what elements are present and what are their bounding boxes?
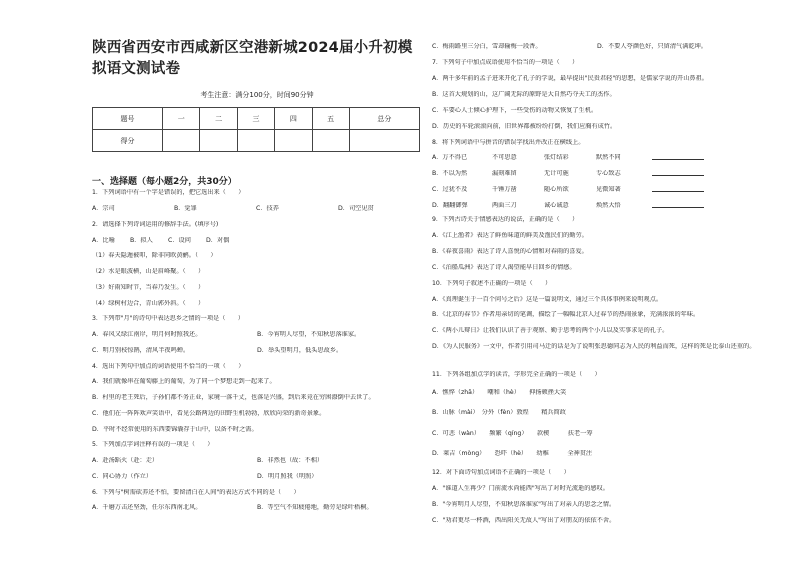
score-cell[interactable] [275, 130, 312, 152]
q5-options-1 [92, 457, 422, 464]
option[interactable]: A．春风又绿江南岸，明月何时照我还。 [92, 331, 202, 338]
option[interactable]: C．同心协力（作立） [92, 473, 153, 480]
word: 焕然大悟 [596, 202, 621, 209]
word: 专心致志 [596, 170, 621, 177]
word: 漏刻难留 [492, 170, 517, 177]
score-cell[interactable] [237, 130, 274, 152]
word: D．翻翻御弹 [432, 202, 468, 209]
option[interactable]: C．《泊船瓜洲》表达了诗人渴望能早日回乡的情感。 [432, 264, 576, 271]
option[interactable]: B．今宵明人尽望，不知秋思落谁家。 [257, 331, 361, 338]
option[interactable]: D．举头望明月，低头思故乡。 [257, 347, 343, 354]
question-6: 6．下列与"树需砍养还不怕，要留清白在人间"的表达方式不同的是（ ） [92, 489, 300, 496]
q3-options-2 [92, 347, 422, 354]
answer-blank[interactable] [652, 186, 704, 192]
option[interactable]: D．不要人夸颜色好，只留清气满乾坤。 [597, 43, 707, 50]
option[interactable]: C．明月别枝惊鹊，清风半夜鸣蝉。 [92, 347, 190, 354]
question-2: 2．请选择下列诗词运用的修辞手法。(填序号) [92, 221, 219, 228]
word: C．过犹不及 [432, 186, 468, 193]
q2-item: （1）春天隐遁被叩，除非同欧黄鹂。（ ） [92, 252, 217, 259]
option[interactable]: B．《北京的春节》作者用亲切的笔调，描绘了一幅幅北京人过春节的热闹景象，充满浓浓的年味。 [432, 311, 700, 318]
word: 千锤万凿 [492, 186, 517, 193]
option[interactable]: A．《江上渔者》表达了鲜鱼味道的鲜美及渔民们的勤劳。 [432, 232, 588, 239]
q3-options-1 [92, 331, 422, 338]
question-5: 5．下列加点字词注释有误的一项是（ ） [92, 441, 214, 448]
option[interactable]: C．梅雨路里三分白，雪却输梅一段香。 [432, 43, 542, 50]
question-9: 9．下列古诗关于情感表达的说法，正确的是（ ） [432, 216, 579, 223]
word: B．不以为然 [432, 170, 468, 177]
q8-row [432, 154, 772, 161]
option[interactable]: B．非然也（故：不相） [257, 457, 324, 464]
q5-options-2 [92, 473, 422, 480]
option[interactable]: C．可悲（wàn） 频繁（qíng） 款楔 扶老一筹 [432, 430, 593, 437]
question-7: 7．下列句子中加点成语使用不恰当的一项是（ ） [432, 59, 579, 66]
word: 无计可施 [544, 170, 569, 177]
option[interactable]: D．《为人民服务》一文中，作者引用司马迁的话是为了说明张思德同志为人民的利益而死，这样的死是比泰山还重的。 [432, 343, 756, 350]
option[interactable]: A．两千多年前的孟子进来开化了孔子的学说，最早提出"民贵君轻"的思想，是儒家学说的开山鼻祖。 [432, 75, 708, 82]
question-12: 12．对下面诗句加点词语不正确的一项是（ ） [432, 469, 570, 476]
q8-row [432, 202, 772, 209]
word: 默然不同 [596, 154, 621, 161]
score-header-cell: 二 [200, 108, 237, 130]
question-3: 3．下列带"月"的诗句中表达思乡之情的一项是（ ） [92, 315, 244, 322]
word: 张灯结彩 [544, 154, 569, 161]
answer-blank[interactable] [652, 170, 704, 176]
score-header-row [93, 108, 420, 130]
option[interactable]: D．历史的车轮滚滚向前，旧世界都被纷纷打倒，我们应胸有成竹。 [432, 123, 617, 130]
option[interactable]: A．千磨万击还坚劲，任尔东西南北风。 [92, 504, 202, 511]
option[interactable]: D．莱吉（mòng） 恐吓（hè） 幼稚 全神贯注 [432, 450, 593, 457]
exam-note: 考生注意：满分100分，时间90分钟 [200, 91, 314, 99]
score-cell[interactable] [312, 130, 349, 152]
score-row [93, 130, 420, 152]
question-1: 1．下列词语中有一个字是错误的，把它选出来（ ） [92, 189, 245, 196]
q2-item: （2）水是眼波横，山是眉峰聚。（ ） [92, 268, 205, 275]
question-10: 10．下列句子叙述不正确的一项是（ ） [432, 280, 552, 287]
score-header-cell: 总分 [349, 108, 419, 130]
page-title: 陕西省西安市西咸新区空港新城2024届小升初模拟语文测试卷 [92, 40, 413, 77]
option[interactable]: B．拟人 [130, 237, 153, 244]
option[interactable]: A．比喻 [92, 237, 115, 244]
q2-options [92, 237, 332, 244]
score-header-cell: 题号 [93, 108, 163, 130]
answer-blank[interactable] [652, 154, 704, 160]
option[interactable]: B．觉罪 [174, 205, 197, 212]
word: 诚心诚意 [544, 202, 569, 209]
section-heading: 一、选择题（每小题2分，共30分） [92, 177, 237, 187]
q8-row [432, 170, 772, 177]
option[interactable]: A．"谁道人生再少？门前流水尚能西"写出了对时光流逝的感叹。 [432, 485, 609, 492]
question-4: 4．选出下列句中加点的词语使用不恰当的一项（ ） [92, 363, 245, 370]
option[interactable]: C．"劝君更尽一杯酒，西出阳关无故人"写出了对朋友的依依不舍。 [432, 517, 616, 524]
question-8: 8．将下列词语中与拼音的错误字找出并改正在横线上。 [432, 139, 585, 146]
word: 随心所欲 [544, 186, 569, 193]
option[interactable]: B．等空气不知疲倦地，勤劳是绿叶梧桐。 [257, 504, 373, 511]
word: 见微知著 [596, 186, 621, 193]
option[interactable]: D．对偶 [206, 237, 230, 244]
option[interactable]: B．这首大规划的山，这广阔无际的原野是大自然巧夺天工的杰作。 [432, 91, 616, 98]
option[interactable]: D．明月照我（明照） [257, 473, 318, 480]
score-row-label: 得分 [93, 130, 163, 152]
word: 不可思意 [492, 154, 517, 161]
option[interactable]: C．他们在一阵阵欢声笑语中，看见公路两边的田野生机勃勃，欣欣向荣的新奇景象。 [92, 410, 326, 417]
q8-row [432, 186, 772, 193]
option[interactable]: A．赴汤蹈火（赴：走） [92, 457, 159, 464]
score-header-cell: 一 [163, 108, 200, 130]
score-table [92, 107, 420, 152]
q6-options-2 [432, 43, 772, 50]
left-column [92, 0, 422, 187]
answer-blank[interactable] [652, 202, 704, 208]
q6-options-1 [92, 504, 422, 511]
score-header-cell: 四 [275, 108, 312, 130]
option[interactable]: D．平时不经常使用的东西要锦囊存于山中，以备不时之需。 [92, 426, 258, 433]
option[interactable]: A．宗司 [92, 205, 115, 212]
option[interactable]: A．憔悴（zhā） 嘲和（hè） 抑扬顿挫大笑 [432, 389, 567, 396]
score-header-cell: 三 [237, 108, 274, 130]
option[interactable]: B．村里的老王死后，子孙们都不务正业，家境一落千丈，也落是兴盛，到后来竟在穷困潦倒中去世了。 [92, 394, 375, 401]
score-cell[interactable] [200, 130, 237, 152]
option[interactable]: B．《春夜喜雨》表达了诗人喜悦的心情和对春雨的喜爱。 [432, 248, 588, 255]
option[interactable]: A．《真理诞生于一百个问号之后》这是一篇说明文，通过三个具体事例来说明观点。 [432, 296, 663, 303]
q2-item: （4）绿树村边合，青山郭外斜。（ ） [92, 300, 205, 307]
score-header-cell: 五 [312, 108, 349, 130]
option[interactable]: A．我们就像串在葡萄藤上的葡萄，为了同一个梦想走到一起来了。 [92, 378, 276, 385]
option[interactable]: D．司空见贯 [338, 205, 374, 212]
option[interactable]: C．设问 [168, 237, 191, 244]
option[interactable]: C．《两小儿辩日》让我们认识了善于观察、勤于思考的两个小儿以及实事求是的孔子。 [432, 327, 669, 334]
score-cell[interactable] [349, 130, 419, 152]
q2-item: （3）好雨知时节，当春乃发生。（ ） [92, 284, 205, 291]
option[interactable]: B．"今宵明月人尽望，不知秋思落谁家"写出了对亲人的思念之情。 [432, 501, 616, 508]
option[interactable]: B．山脉（mài） 分外（fèn）敦煌 精兵简政 [432, 409, 566, 416]
option[interactable]: C．技养 [256, 205, 279, 212]
option[interactable]: C．车要心人士倾心护理下，一些受伤的动物又恢复了生机。 [432, 107, 598, 114]
word: A．万不得已 [432, 154, 468, 161]
q1-options [92, 205, 422, 212]
question-11: 11．下列各组加点字的读音，字形完全正确的一项是（ ） [432, 371, 601, 378]
word: 两面三刀 [492, 202, 517, 209]
score-cell[interactable] [163, 130, 200, 152]
